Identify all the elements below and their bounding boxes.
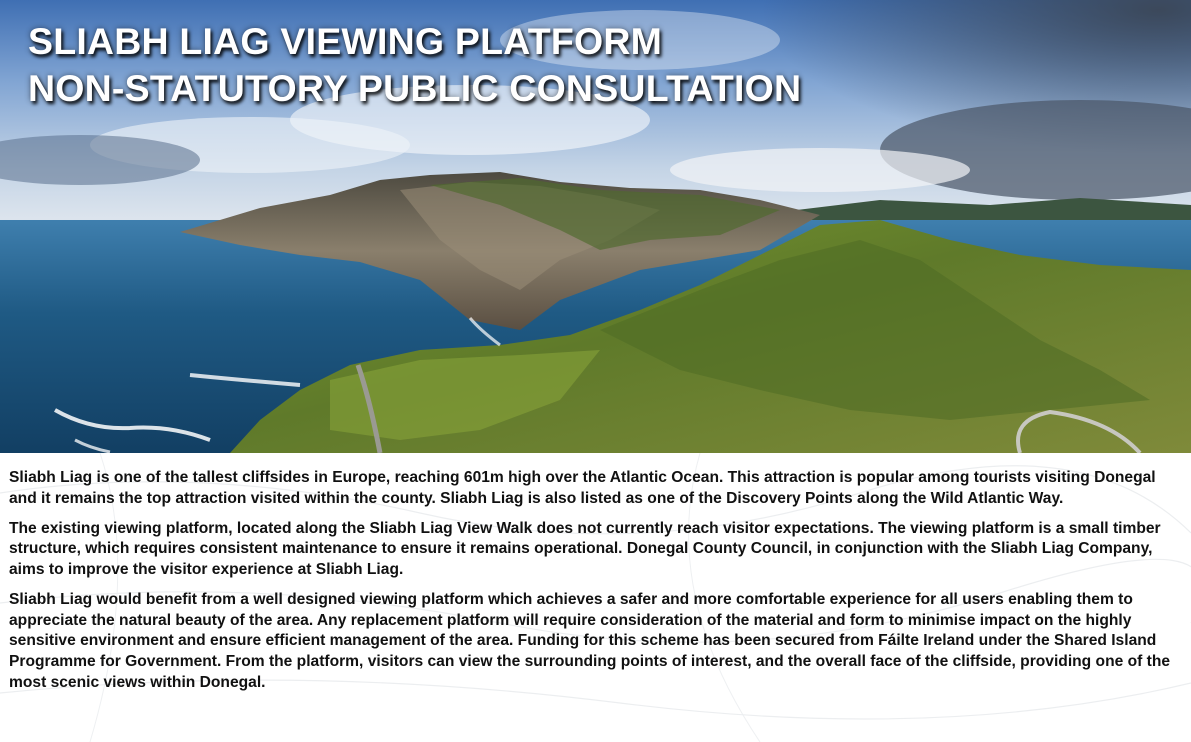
paragraph-existing-platform: The existing viewing platform, located along the Sliabh Liag View Walk does not currently reach visitor expectations. The viewing platform is a small timber structure, which requires consistent maintenance to ensure it remains operational. Donegal County Council, in conjunction with the Sliabh Liag Company, aims to improve the visitor experience at Sliabh Liag. [9,519,1161,578]
paragraph-proposal: Sliabh Liag would benefit from a well designed viewing platform which achieves a safer and more comfortable experience for all users enabling them to appreciate the natural beauty of the area. Any replacement platform will require consideration of the material and form to minimise impact on the highly sensitive environment and ensure efficient management of the area. Funding for this scheme has been secured from Fáilte Ireland under the Shared Island Programme for Government. From the platform, visitors can view the surrounding points of interest, and the overall face of the cliffside, providing one of the most scenic views within Donegal. [9,591,1171,691]
description-section [0,453,1191,742]
body-text [0,453,1191,693]
page-title [28,18,801,112]
paragraph-intro: Sliabh Liag is one of the tallest cliffsides in Europe, reaching 601m high over the Atlantic Ocean. This attraction is popular among tourists visiting Donegal and it remains the top attraction visited within the county. Sliabh Liag is also listed as one of the Discovery Points along the Wild Atlantic Way. [9,469,1156,507]
title-line-2: NON-STATUTORY PUBLIC CONSULTATION [28,67,802,109]
title-line-1: SLIABH LIAG VIEWING PLATFORM [28,20,663,62]
